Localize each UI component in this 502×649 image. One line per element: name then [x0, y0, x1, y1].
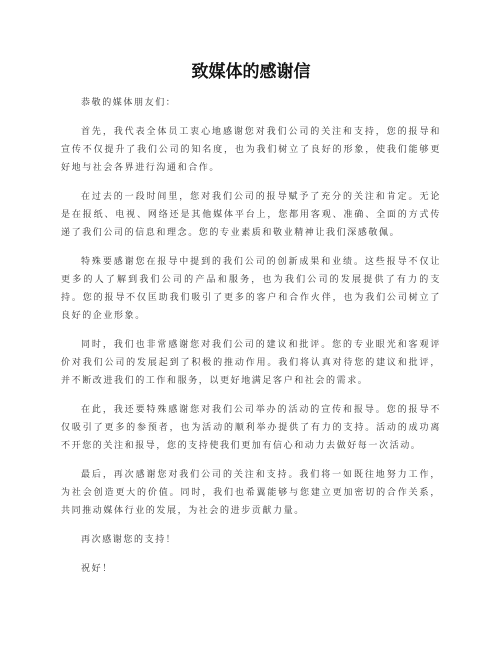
document-title: 致媒体的感谢信 [191, 62, 311, 82]
paragraph-2: 在过去的一段时间里，您对我们公司的报导赋予了充分的关注和肯定。无论是在报纸、电视、网络还是其他媒体平台上，您都用客观、准确、全面的方式传递了我们公司的信息和理念。您的专业素质和敬业精神让我们深感敬佩。 [61, 192, 441, 238]
closing-thanks: 再次感谢您的支持！ [81, 535, 177, 545]
paragraph-6: 最后，再次感谢您对我们公司的关注和支持。我们将一如既往地努力工作，为社会创造更大的价值。同时，我们也希翼能够与您建立更加密切的合作关系，共同推动媒体行业的发展，为社会的进步贡献力量。 [61, 470, 441, 516]
letter-body [61, 94, 441, 589]
salutation: 恭敬的媒体朋友们： [81, 98, 177, 108]
paragraph-5: 在此，我还要特殊感谢您对我们公司举办的活动的宣传和报导。您的报导不仅吸引了更多的参预者，也为活动的顺利举办提供了有力的支持。活动的成功离不开您的关注和报导，您的支持使我们更加有信心和动力去做好每一次活动。 [61, 405, 441, 451]
paragraph-1: 首先，我代表全体员工衷心地感谢您对我们公司的关注和支持，您的报导和宣传不仅提升了我们公司的知名度，也为我们树立了良好的形象，使我们能够更好地与社会各界进行沟通和合作。 [61, 127, 441, 173]
closing-regards: 祝好！ [81, 564, 113, 574]
paragraph-3: 特殊要感谢您在报导中提到的我们公司的创新成果和业绩。这些报导不仅让更多的人了解到我们公司的产品和服务，也为我们公司的发展提供了有力的支持。您的报导不仅匡助我们吸引了更多的客户和合作火伴，也为我们公司树立了良好的企业形象。 [61, 257, 441, 321]
paragraph-4: 同时，我们也非常感谢您对我们公司的建议和批评。您的专业眼光和客观评价对我们公司的发展起到了积极的推动作用。我们将认真对待您的建议和批评，并不断改进我们的工作和服务，以更好地满足客户和社会的需求。 [61, 340, 441, 386]
